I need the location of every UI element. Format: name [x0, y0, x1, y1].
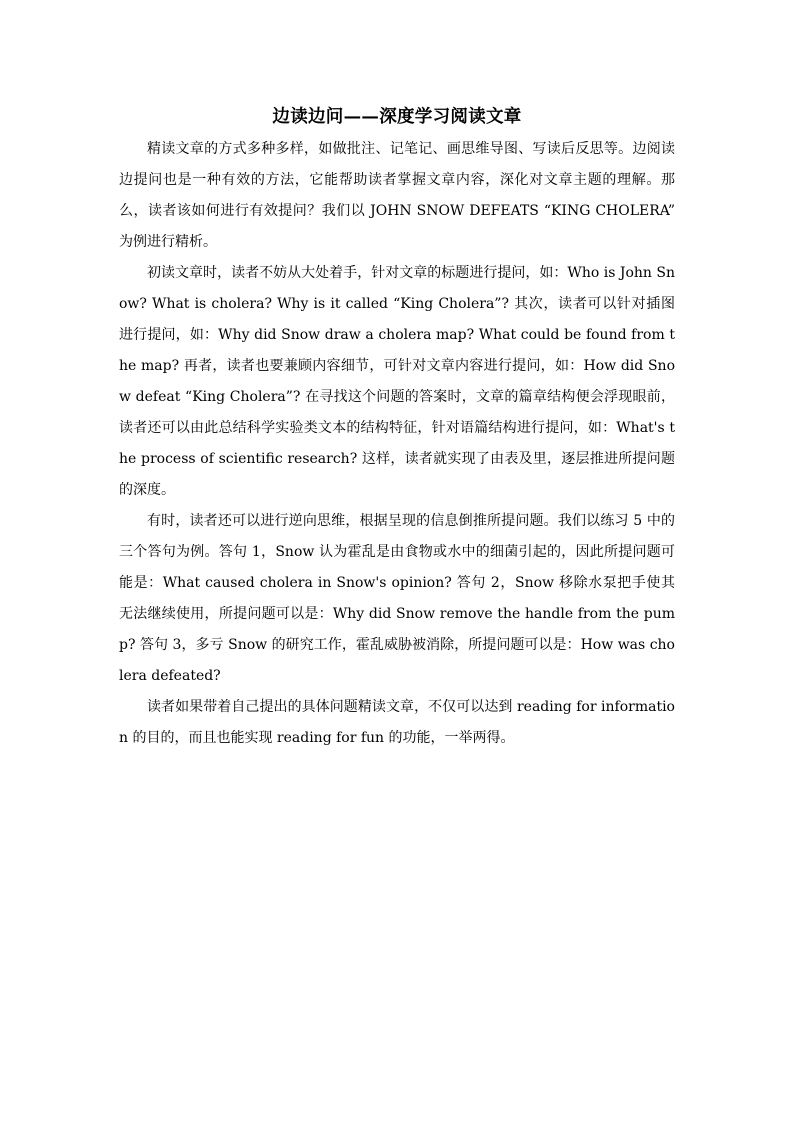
paragraph-first-reading: 初读文章时，读者不妨从大处着手，针对文章的标题进行提问，如：Who is John Snow? What is cholera? Why is it called “King Cholera”? 其次，读者可以针对插图进行提问，如：Why did Snow draw a cholera map? What could be found from the map? 再者，读者也要兼顾内容细节，可针对文章内容进行提问，如：How did Snow defeat “King Cholera”? 在寻找这个问题的答案时，文章的篇章结构便会浮现眼前，读者还可以由此总结科学实验类文本的结构特征，针对语篇结构进行提问，如：What's the process of scientific research? 这样，读者就实现了由表及里，逐层推进所提问题的深度。	[119, 265, 675, 498]
article-body	[119, 102, 675, 754]
paragraph-reverse-thinking: 有时，读者还可以进行逆向思维，根据呈现的信息倒推所提问题。我们以练习 5 中的三个答句为例。答句 1，Snow 认为霍乱是由食物或水中的细菌引起的，因此所提问题可能是：What caused cholera in Snow's opinion? 答句 2，Snow 移除水泵把手使其无法继续使用，所提问题可以是：Why did Snow remove the handle from the pump? 答句 3，多亏 Snow 的研究工作，霍乱威胁被消除，所提问题可以是：How was cholera defeated?	[119, 513, 675, 684]
paragraph-intro: 精读文章的方式多种多样，如做批注、记笔记、画思维导图、写读后反思等。边阅读边提问也是一种有效的方法，它能帮助读者掌握文章内容，深化对文章主题的理解。那么，读者该如何进行有效提问？我们以 JOHN SNOW DEFEATS “KING CHOLERA” 为例进行精析。	[119, 141, 675, 250]
paragraph-conclusion: 读者如果带着自己提出的具体问题精读文章，不仅可以达到 reading for information 的目的，而且也能实现 reading for fun 的功能，一举两得。	[119, 699, 675, 746]
article-title: 边读边问——深度学习阅读文章	[272, 107, 522, 127]
